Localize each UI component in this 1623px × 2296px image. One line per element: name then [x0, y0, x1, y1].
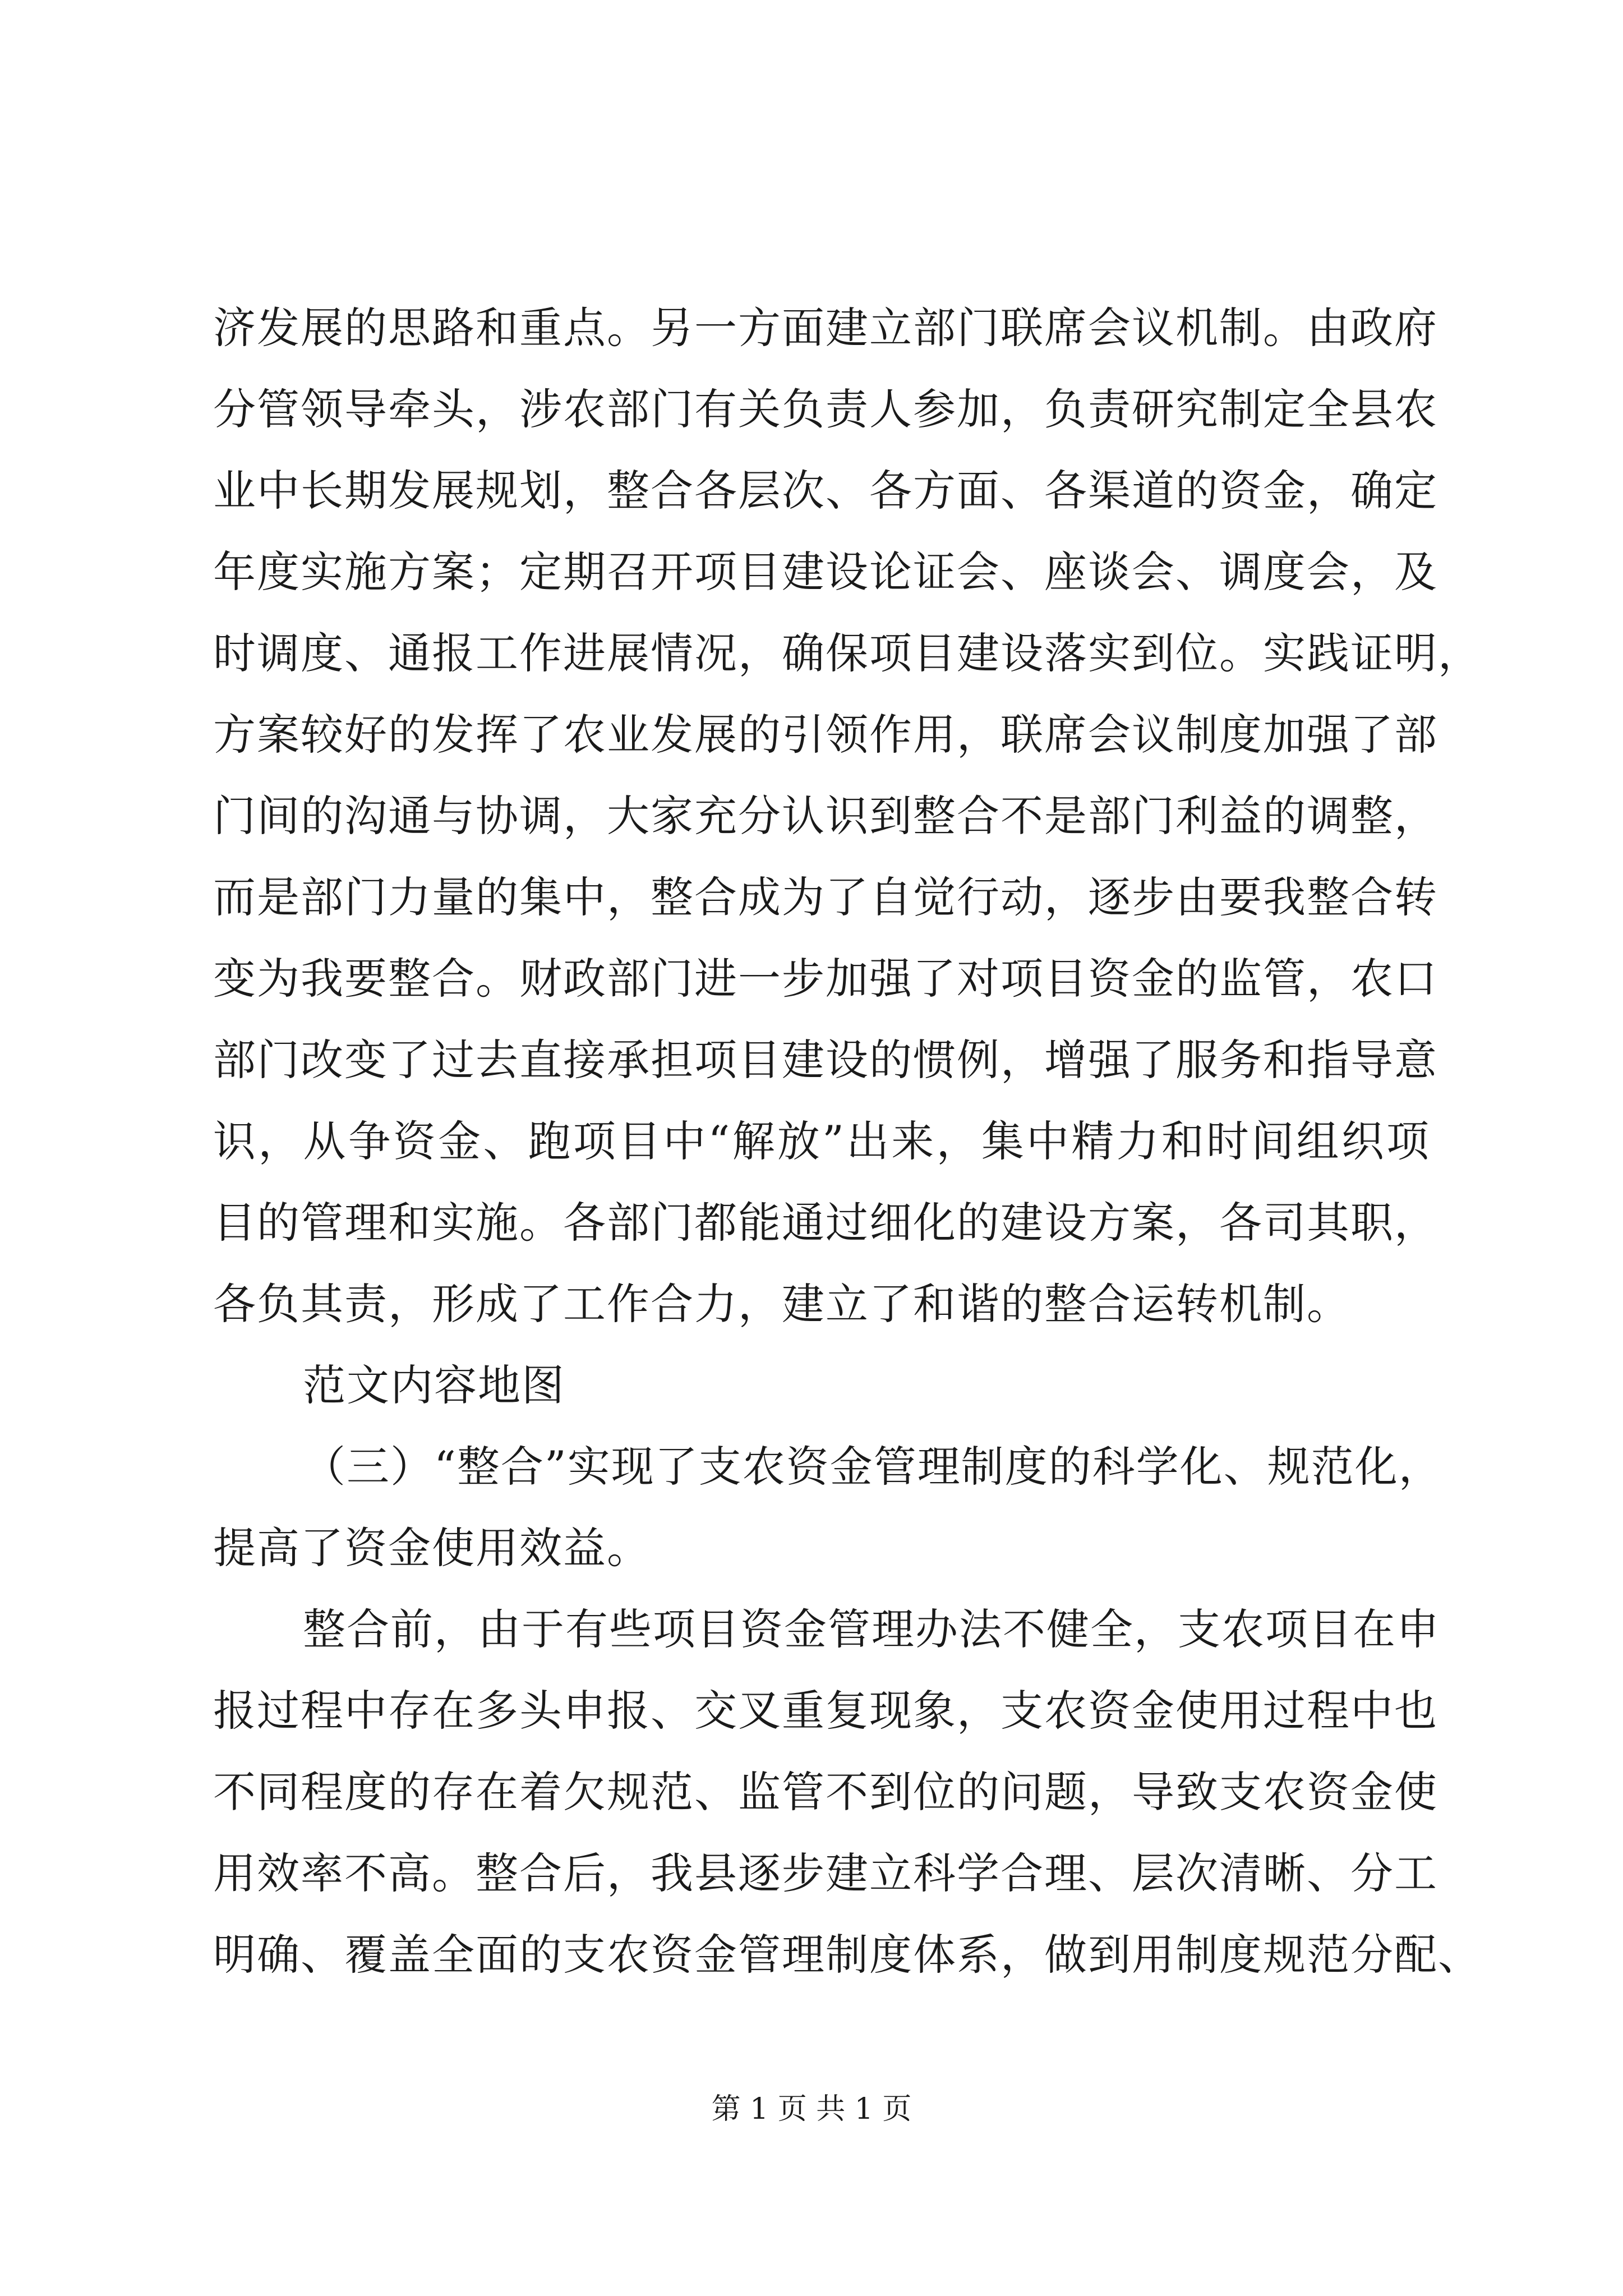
body-text-line: 业中长期发展规划，整合各层次、各方面、各渠道的资金，确定: [213, 466, 1438, 516]
section-heading-continued: 提高了资金使用效益。: [213, 1523, 651, 1573]
body-text-line: 各负其责，形成了工作合力，建立了和谐的整合运转机制。: [213, 1279, 1350, 1329]
section-note: 范文内容地图: [303, 1360, 565, 1410]
body-text-line: 分管领导牵头，涉农部门有关负责人参加，负责研究制定全县农: [213, 384, 1438, 434]
page-number-footer: 第 1 页 共 1 页: [711, 2092, 912, 2126]
body-text-line: 整合前，由于有些项目资金管理办法不健全，支农项目在申: [303, 1604, 1440, 1654]
body-text-line: 用效率不高。整合后，我县逐步建立科学合理、层次清晰、分工: [213, 1848, 1438, 1898]
body-text-line: 部门改变了过去直接承担项目建设的惯例，增强了服务和指导意: [213, 1035, 1438, 1085]
body-text-line: 门间的沟通与协调，大家充分认识到整合不是部门利益的调整，: [213, 791, 1438, 841]
body-text-line: 方案较好的发挥了农业发展的引领作用，联席会议制度加强了部: [213, 710, 1438, 760]
body-text-line: 明确、覆盖全面的支农资金管理制度体系，做到用制度规范分配、: [213, 1930, 1482, 1980]
body-text-line: 报过程中存在多头申报、交叉重复现象，支农资金使用过程中也: [213, 1686, 1438, 1736]
body-text-line: 年度实施方案；定期召开项目建设论证会、座谈会、调度会，及: [213, 547, 1438, 597]
body-text-line: 识，从争资金、跑项目中“解放”出来，集中精力和时间组织项: [213, 1116, 1430, 1166]
body-text-line: 不同程度的存在着欠规范、监管不到位的问题，导致支农资金使: [213, 1767, 1438, 1817]
body-text-line: 而是部门力量的集中，整合成为了自觉行动，逐步由要我整合转: [213, 872, 1438, 922]
body-text-line: 目的管理和实施。各部门都能通过细化的建设方案，各司其职，: [213, 1198, 1438, 1248]
body-text-line: 济发展的思路和重点。另一方面建立部门联席会议机制。由政府: [213, 303, 1438, 353]
body-text-line: 变为我要整合。财政部门进一步加强了对项目资金的监管，农口: [213, 954, 1438, 1004]
body-text-line: 时调度、通报工作进展情况，确保项目建设落实到位。实践证明，: [213, 628, 1482, 678]
section-heading: （三）“整合”实现了支农资金管理制度的科学化、规范化，: [303, 1442, 1442, 1492]
